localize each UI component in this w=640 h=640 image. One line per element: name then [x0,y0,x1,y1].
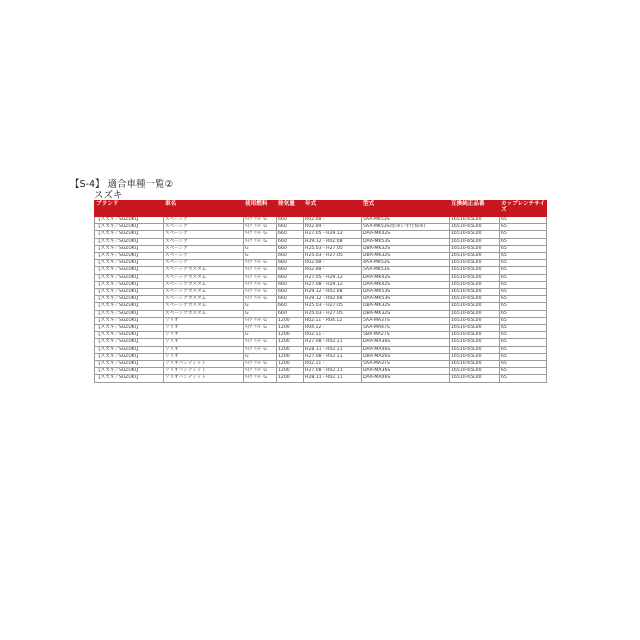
cell-model-code: DAA-MA46S [362,346,450,353]
cell-year: R04.12 - [304,325,362,332]
cell-cup-wrench-size: 65 [500,303,547,310]
table-row [95,332,547,339]
cell-displacement: 1200 [277,325,304,332]
cell-year: R02.08 - [304,267,362,274]
cell-brand: 【スズキ／SUZUKI】 [95,368,164,375]
cell-brand: 【スズキ／SUZUKI】 [95,317,164,324]
cell-fuel: ﾊｲﾌﾞﾘｯﾄﾞG [244,346,277,353]
cell-fuel: G [244,245,277,252]
table-row [95,217,547,224]
cell-brand: 【スズキ／SUZUKI】 [95,339,164,346]
table-row [95,361,547,368]
cell-car-name: スペーシアカスタム [164,281,244,288]
cell-car-name: スペーシア [164,245,244,252]
cell-oem-part-number: 16510-65L00 [450,289,500,296]
table-row [95,245,547,252]
cell-year: H28.11 - R02.11 [304,346,362,353]
cell-brand: 【スズキ／SUZUKI】 [95,289,164,296]
cell-oem-part-number: 16510-65L00 [450,325,500,332]
cell-car-name: ソリオバンディット [164,361,244,368]
cell-car-name: スペーシア [164,217,244,224]
cell-displacement: 660 [277,289,304,296]
cell-car-name: ソリオ [164,325,244,332]
cell-model-code: DAA-MK53S [362,238,450,245]
table-row [95,281,547,288]
cell-displacement: 1200 [277,368,304,375]
cell-displacement: 1200 [277,375,304,382]
cell-oem-part-number: 16510-65L00 [450,317,500,324]
cell-oem-part-number: 16510-65L00 [450,274,500,281]
cell-brand: 【スズキ／SUZUKI】 [95,274,164,281]
cell-displacement: 660 [277,310,304,317]
cell-cup-wrench-size: 65 [500,289,547,296]
cell-oem-part-number: 16510-65L00 [450,238,500,245]
cell-oem-part-number: 16510-65L00 [450,339,500,346]
cell-brand: 【スズキ／SUZUKI】 [95,353,164,360]
cell-cup-wrench-size: 65 [500,346,547,353]
cell-year: H28.11 - R02.11 [304,375,362,382]
cell-fuel: ﾊｲﾌﾞﾘｯﾄﾞG [244,281,277,288]
cell-year: H29.12 - R02.08 [304,289,362,296]
cell-cup-wrench-size: 65 [500,317,547,324]
cell-brand: 【スズキ／SUZUKI】 [95,231,164,238]
table-row [95,368,547,375]
cell-car-name: ソリオ [164,317,244,324]
cell-model-code: DBA-MK32S [362,245,450,252]
cell-car-name: スペーシア [164,224,244,231]
cell-fuel: ﾊｲﾌﾞﾘｯﾄﾞG [244,267,277,274]
cell-displacement: 660 [277,303,304,310]
cell-model-code: 5AA-MA47S [362,325,450,332]
cell-oem-part-number: 16510-65L00 [450,253,500,260]
header-oem-part-number: 互換純正品番 [450,201,500,217]
cell-oem-part-number: 16510-65L00 [450,281,500,288]
cell-car-name: スペーシアカスタム [164,303,244,310]
cell-car-name: スペーシア [164,260,244,267]
cell-model-code: DAA-MK42S [362,274,450,281]
cell-fuel: ﾊｲﾌﾞﾘｯﾄﾞG [244,317,277,324]
cell-car-name: スペーシアカスタム [164,289,244,296]
cell-model-code: DAA-MA46S [362,375,450,382]
cell-year: H25.03 - H27.05 [304,253,362,260]
table-row [95,253,547,260]
cell-brand: 【スズキ／SUZUKI】 [95,245,164,252]
cell-brand: 【スズキ／SUZUKI】 [95,253,164,260]
table-row [95,303,547,310]
cell-car-name: スペーシアカスタム [164,296,244,303]
table-row [95,339,547,346]
cell-brand: 【スズキ／SUZUKI】 [95,260,164,267]
cell-model-code: DAA-MA36S [362,368,450,375]
cell-model-code: 5AA-MK53S [362,267,450,274]
table-row [95,224,547,231]
cell-car-name: ソリオ [164,332,244,339]
cell-displacement: 1200 [277,346,304,353]
cell-cup-wrench-size: 65 [500,281,547,288]
table-row [95,260,547,267]
cell-displacement: 660 [277,245,304,252]
cell-brand: 【スズキ／SUZUKI】 [95,375,164,382]
cell-cup-wrench-size: 65 [500,253,547,260]
cell-oem-part-number: 16510-65L00 [450,353,500,360]
cell-displacement: 660 [277,238,304,245]
cell-model-code: DBA-MK32S [362,303,450,310]
cell-year: R02.11 - [304,332,362,339]
cell-brand: 【スズキ／SUZUKI】 [95,238,164,245]
cell-brand: 【スズキ／SUZUKI】 [95,332,164,339]
cell-model-code: DBA-MK32S [362,253,450,260]
cell-fuel: ﾊｲﾌﾞﾘｯﾄﾞG [244,231,277,238]
cell-displacement: 660 [277,224,304,231]
cell-oem-part-number: 16510-65L00 [450,310,500,317]
cell-year: H27.08 - H29.12 [304,281,362,288]
page-title: 【S-4】 適合車種一覧② [70,179,174,190]
cell-car-name: スペーシア [164,231,244,238]
cell-fuel: ﾊｲﾌﾞﾘｯﾄﾞG [244,260,277,267]
cell-brand: 【スズキ／SUZUKI】 [95,217,164,224]
cell-fuel: ﾊｲﾌﾞﾘｯﾄﾞG [244,375,277,382]
cell-car-name: ソリオバンディット [164,375,244,382]
header-cup-wrench-size [500,201,547,217]
table-row [95,375,547,382]
cell-model-code: 4AA-MK53S [362,260,450,267]
cell-fuel: G [244,332,277,339]
cell-oem-part-number: 16510-65L00 [450,260,500,267]
cell-fuel: G [244,253,277,260]
compatibility-table [94,200,547,383]
cell-cup-wrench-size: 65 [500,231,547,238]
header-brand: ブランド [95,201,164,217]
cell-year: H27.05 - H29.12 [304,274,362,281]
cell-cup-wrench-size: 65 [500,260,547,267]
cell-oem-part-number: 16510-65L00 [450,267,500,274]
cell-fuel: G [244,303,277,310]
cell-displacement: 1200 [277,332,304,339]
header-row [95,201,547,217]
cell-year: H25.03 - H27.05 [304,310,362,317]
maker-heading: スズキ [94,190,123,201]
cell-car-name: スペーシア [164,253,244,260]
cell-year: H27.08 - R02.11 [304,339,362,346]
cell-brand: 【スズキ／SUZUKI】 [95,310,164,317]
cell-year: R02.09 - [304,224,362,231]
cell-car-name: スペーシアカスタム [164,267,244,274]
cell-cup-wrench-size: 65 [500,238,547,245]
cell-displacement: 660 [277,274,304,281]
cell-fuel: ﾊｲﾌﾞﾘｯﾄﾞG [244,217,277,224]
cell-year: H27.08 - R02.11 [304,368,362,375]
cell-model-code: DAA-MK53S [362,289,450,296]
cell-cup-wrench-size: 65 [500,274,547,281]
cell-displacement: 1200 [277,361,304,368]
cell-year: H27.08 - R02.11 [304,353,362,360]
cell-fuel: ﾊｲﾌﾞﾘｯﾄﾞG [244,361,277,368]
cell-model-code: 5AA-MA37S [362,361,450,368]
cell-model-code: DAA-MA36S [362,339,450,346]
cell-car-name: スペーシアカスタム [164,310,244,317]
cell-model-code: DBA-MA26S [362,353,450,360]
cell-brand: 【スズキ／SUZUKI】 [95,267,164,274]
cell-fuel: ﾊｲﾌﾞﾘｯﾄﾞG [244,325,277,332]
cell-car-name: スペーシア [164,238,244,245]
cell-displacement: 660 [277,267,304,274]
header-car-name: 車名 [164,201,244,217]
cell-fuel: G [244,353,277,360]
table-row [95,289,547,296]
cell-brand: 【スズキ／SUZUKI】 [95,361,164,368]
cell-car-name: ソリオバンディット [164,368,244,375]
cell-cup-wrench-size: 65 [500,267,547,274]
cell-displacement: 1200 [277,317,304,324]
table-row [95,317,547,324]
table-row [95,353,547,360]
cell-cup-wrench-size: 65 [500,332,547,339]
cell-oem-part-number: 16510-65L00 [450,217,500,224]
cell-oem-part-number: 16510-65L00 [450,346,500,353]
header-displacement: 排気量 [277,201,304,217]
cell-model-code: DAA-MK53S [362,296,450,303]
table-row [95,267,547,274]
cell-oem-part-number: 16510-65L00 [450,303,500,310]
cell-car-name: ソリオ [164,346,244,353]
cell-displacement: 660 [277,217,304,224]
cell-year: R02.11 - [304,361,362,368]
cell-displacement: 1200 [277,339,304,346]
cell-cup-wrench-size: 65 [500,339,547,346]
table-row [95,238,547,245]
cell-cup-wrench-size: 65 [500,325,547,332]
cell-fuel: ﾊｲﾌﾞﾘｯﾄﾞG [244,296,277,303]
cell-year: H25.03 - H27.05 [304,303,362,310]
cell-cup-wrench-size: 65 [500,245,547,252]
cell-oem-part-number: 16510-65L00 [450,332,500,339]
cell-oem-part-number: 16510-65L00 [450,375,500,382]
cell-cup-wrench-size: 65 [500,361,547,368]
cell-brand: 【スズキ／SUZUKI】 [95,303,164,310]
cell-model-code: 5AA-MK53S改(車いす仕様車) [362,224,450,231]
header-model-code: 型式 [362,201,450,217]
cell-year: H29.12 - R02.08 [304,238,362,245]
cell-oem-part-number: 16510-65L00 [450,296,500,303]
cell-oem-part-number: 16510-65L00 [450,245,500,252]
cell-fuel: ﾊｲﾌﾞﾘｯﾄﾞG [244,274,277,281]
cell-fuel: ﾊｲﾌﾞﾘｯﾄﾞG [244,238,277,245]
cell-cup-wrench-size: 65 [500,296,547,303]
cell-year: R02.08 - [304,217,362,224]
header-year: 年式 [304,201,362,217]
cell-cup-wrench-size: 65 [500,368,547,375]
cell-year: R02.08 - [304,260,362,267]
cell-displacement: 660 [277,253,304,260]
cell-brand: 【スズキ／SUZUKI】 [95,281,164,288]
header-fuel: 使用燃料 [244,201,277,217]
cell-brand: 【スズキ／SUZUKI】 [95,325,164,332]
cell-fuel: G [244,310,277,317]
table-row [95,310,547,317]
cell-car-name: スペーシアカスタム [164,274,244,281]
cell-displacement: 660 [277,281,304,288]
cell-cup-wrench-size: 65 [500,353,547,360]
table-row [95,274,547,281]
cell-displacement: 660 [277,296,304,303]
header-cup-wrench-size-text: カップレンチサイズ [501,201,545,214]
table-row [95,231,547,238]
table-body [95,217,547,383]
cell-car-name: ソリオ [164,339,244,346]
cell-fuel: ﾊｲﾌﾞﾘｯﾄﾞG [244,368,277,375]
cell-car-name: ソリオ [164,353,244,360]
cell-displacement: 660 [277,260,304,267]
cell-oem-part-number: 16510-65L00 [450,231,500,238]
cell-fuel: ﾊｲﾌﾞﾘｯﾄﾞG [244,224,277,231]
table-header [95,201,547,217]
cell-cup-wrench-size: 65 [500,217,547,224]
table-row [95,346,547,353]
cell-model-code: DAA-MK42S [362,231,450,238]
cell-model-code: 5BA-MA27S [362,332,450,339]
cell-oem-part-number: 16510-65L00 [450,224,500,231]
table-row [95,325,547,332]
cell-year: H29.12 - R02.08 [304,296,362,303]
cell-model-code: 5AA-MA37S [362,317,450,324]
cell-model-code: DAA-MK42S [362,281,450,288]
cell-year: R02.11 - R04.12 [304,317,362,324]
table-row [95,296,547,303]
cell-year: H25.03 - H27.05 [304,245,362,252]
cell-fuel: ﾊｲﾌﾞﾘｯﾄﾞG [244,289,277,296]
cell-brand: 【スズキ／SUZUKI】 [95,296,164,303]
cell-cup-wrench-size: 65 [500,310,547,317]
cell-fuel: ﾊｲﾌﾞﾘｯﾄﾞG [244,339,277,346]
cell-oem-part-number: 16510-65L00 [450,361,500,368]
cell-brand: 【スズキ／SUZUKI】 [95,346,164,353]
cell-model-code: DBA-MK32S [362,310,450,317]
cell-model-code: 5AA-MK53S [362,217,450,224]
cell-year: H27.05 - H29.12 [304,231,362,238]
cell-displacement: 660 [277,231,304,238]
cell-cup-wrench-size: 65 [500,375,547,382]
cell-oem-part-number: 16510-65L00 [450,368,500,375]
cell-brand: 【スズキ／SUZUKI】 [95,224,164,231]
cell-cup-wrench-size: 65 [500,224,547,231]
cell-displacement: 1200 [277,353,304,360]
